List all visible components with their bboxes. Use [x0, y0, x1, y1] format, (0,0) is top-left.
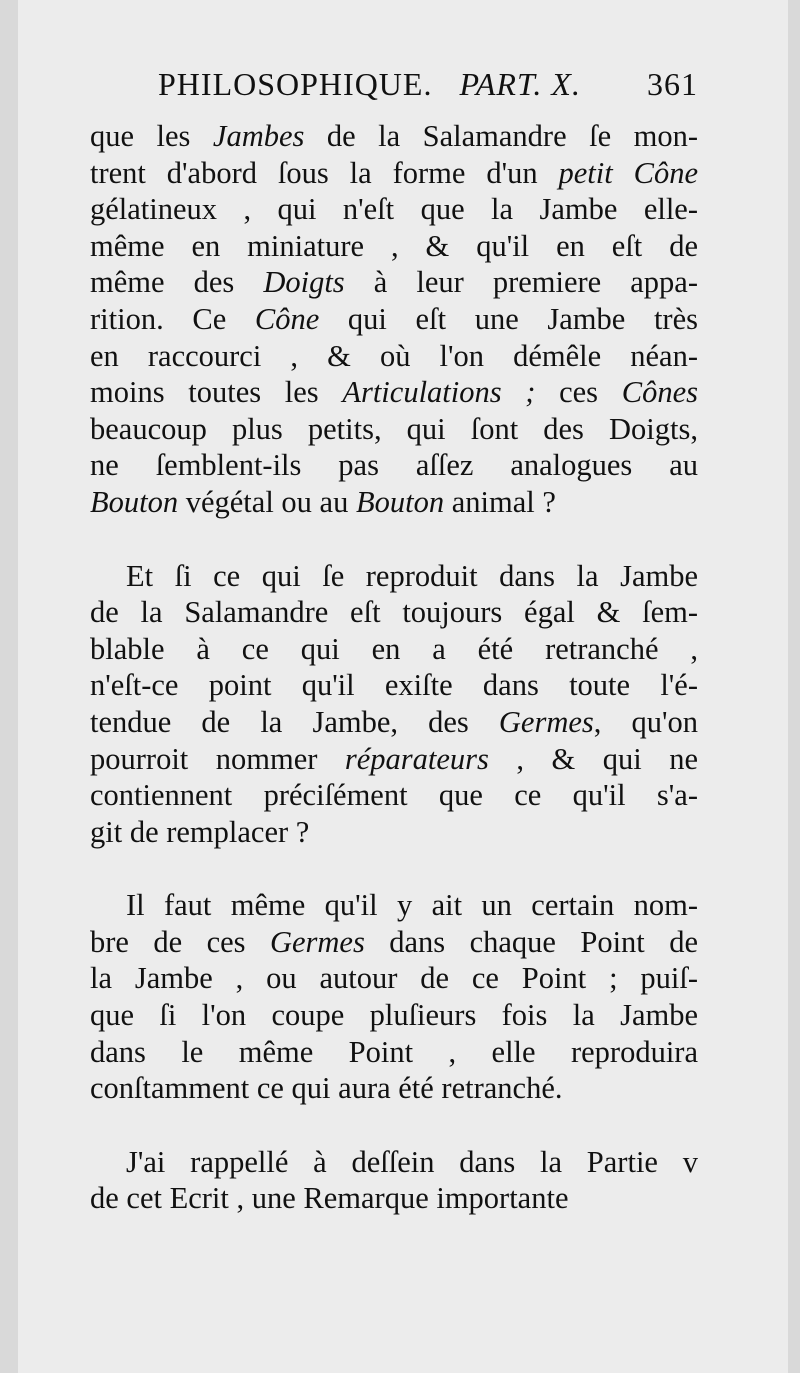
text-line — [90, 594, 698, 631]
italic-term: Bouton — [355, 484, 445, 519]
italic-term: petit Cône — [558, 155, 698, 190]
text-line — [90, 228, 698, 265]
text-line — [90, 960, 698, 997]
text-line — [90, 1070, 698, 1107]
text-line — [90, 155, 698, 192]
text-segment: de la Salamandre ſe mon- — [304, 119, 698, 153]
text-segment: contiennent préciſément que ce qu'il s'a- — [90, 778, 698, 813]
text-line — [90, 447, 698, 484]
paragraph — [90, 118, 698, 521]
text-line — [90, 777, 698, 814]
part-label: PART. X. — [459, 66, 581, 102]
text-segment: conſtamment ce qui aura été retranché. — [90, 1071, 563, 1106]
body-text — [90, 118, 698, 1217]
text-segment: dans chaque Point de — [364, 924, 698, 959]
text-line — [90, 997, 698, 1034]
text-segment: la Jambe , ou autour de ce Point ; puiſ- — [90, 961, 698, 996]
text-segment: pourroit nommer — [90, 741, 345, 776]
paragraph — [90, 1144, 698, 1217]
italic-term: Articulations ; — [342, 375, 536, 410]
text-line — [90, 411, 698, 448]
text-line — [90, 558, 698, 595]
italic-term: Cône — [254, 301, 320, 336]
text-segment: moins toutes les — [90, 375, 343, 410]
text-segment: même des — [90, 265, 264, 300]
text-segment: même en miniature , & qu'il en eſt de — [90, 228, 698, 263]
paragraph — [90, 558, 698, 851]
text-segment: beaucoup plus petits, qui ſont des Doigts, — [90, 411, 698, 446]
text-segment: végétal ou au — [178, 484, 356, 519]
text-line — [90, 1034, 698, 1071]
text-line — [90, 1180, 698, 1217]
running-title: PHILOSOPHIQUE. — [158, 66, 433, 102]
text-line — [90, 374, 698, 411]
paragraph-gap — [90, 521, 698, 558]
text-line — [90, 191, 698, 228]
text-line — [90, 704, 698, 741]
book-page — [18, 0, 788, 1373]
text-segment: bre de ces — [90, 924, 270, 959]
text-segment: J'ai rappellé à deſſein dans la Partie v — [126, 1144, 698, 1179]
text-segment: , & qui ne — [488, 741, 698, 776]
italic-term: Germes — [269, 924, 365, 959]
paragraph — [90, 887, 698, 1107]
text-segment: que les — [90, 119, 213, 153]
text-line — [90, 887, 698, 924]
text-line — [90, 301, 698, 338]
text-segment: rition. Ce — [90, 301, 255, 336]
page-number: 361 — [647, 66, 698, 102]
text-segment: Il faut même qu'il y ait un certain nom- — [126, 888, 698, 923]
text-line — [90, 741, 698, 778]
italic-term: Germes — [498, 704, 594, 739]
text-line — [90, 1144, 698, 1181]
text-segment: Et ſi ce qui ſe reproduit dans la Jambe — [126, 558, 698, 593]
text-segment: ne ſemblent-ils pas aſſez analogues au — [90, 448, 698, 483]
text-line — [90, 338, 698, 375]
italic-term: Cônes — [621, 375, 698, 410]
text-segment: gélatineux , qui n'eſt que la Jambe elle- — [90, 192, 698, 227]
text-segment: qui eſt une Jambe très — [319, 301, 698, 336]
text-line — [90, 924, 698, 961]
text-segment: en raccourci , & où l'on démêle néan- — [90, 338, 698, 373]
text-line — [90, 667, 698, 704]
text-line — [90, 118, 698, 155]
text-segment: n'eſt-ce point qu'il exiſte dans toute l'é- — [90, 668, 698, 703]
text-segment: trent d'abord ſous la forme d'un — [90, 155, 559, 190]
italic-term: Jambes — [212, 119, 305, 153]
italic-term: Bouton — [90, 484, 179, 519]
text-line — [90, 484, 698, 521]
text-segment: ces — [535, 375, 622, 410]
text-segment: tendue de la Jambe, des — [90, 704, 499, 739]
text-line — [90, 631, 698, 668]
text-line — [90, 814, 698, 851]
text-segment: dans le même Point , elle reproduira — [90, 1034, 698, 1069]
text-segment: que ſi l'on coupe pluſieurs fois la Jambe — [90, 998, 698, 1033]
text-segment: git de remplacer ? — [90, 814, 310, 849]
text-segment: de cet Ecrit , une Remarque importante — [90, 1181, 569, 1216]
text-segment: animal ? — [444, 484, 556, 519]
text-segment: à leur premiere appa- — [344, 265, 699, 300]
paragraph-gap — [90, 1107, 698, 1144]
running-header — [158, 66, 698, 103]
text-segment: de la Salamandre eſt toujours égal & ſem- — [90, 595, 698, 630]
text-line — [90, 264, 698, 301]
paragraph-gap — [90, 850, 698, 887]
italic-term: Doigts — [263, 265, 345, 300]
text-segment: , qu'on — [593, 704, 699, 739]
italic-term: réparateurs — [344, 741, 489, 776]
text-segment: blable à ce qui en a été retranché , — [90, 631, 698, 666]
